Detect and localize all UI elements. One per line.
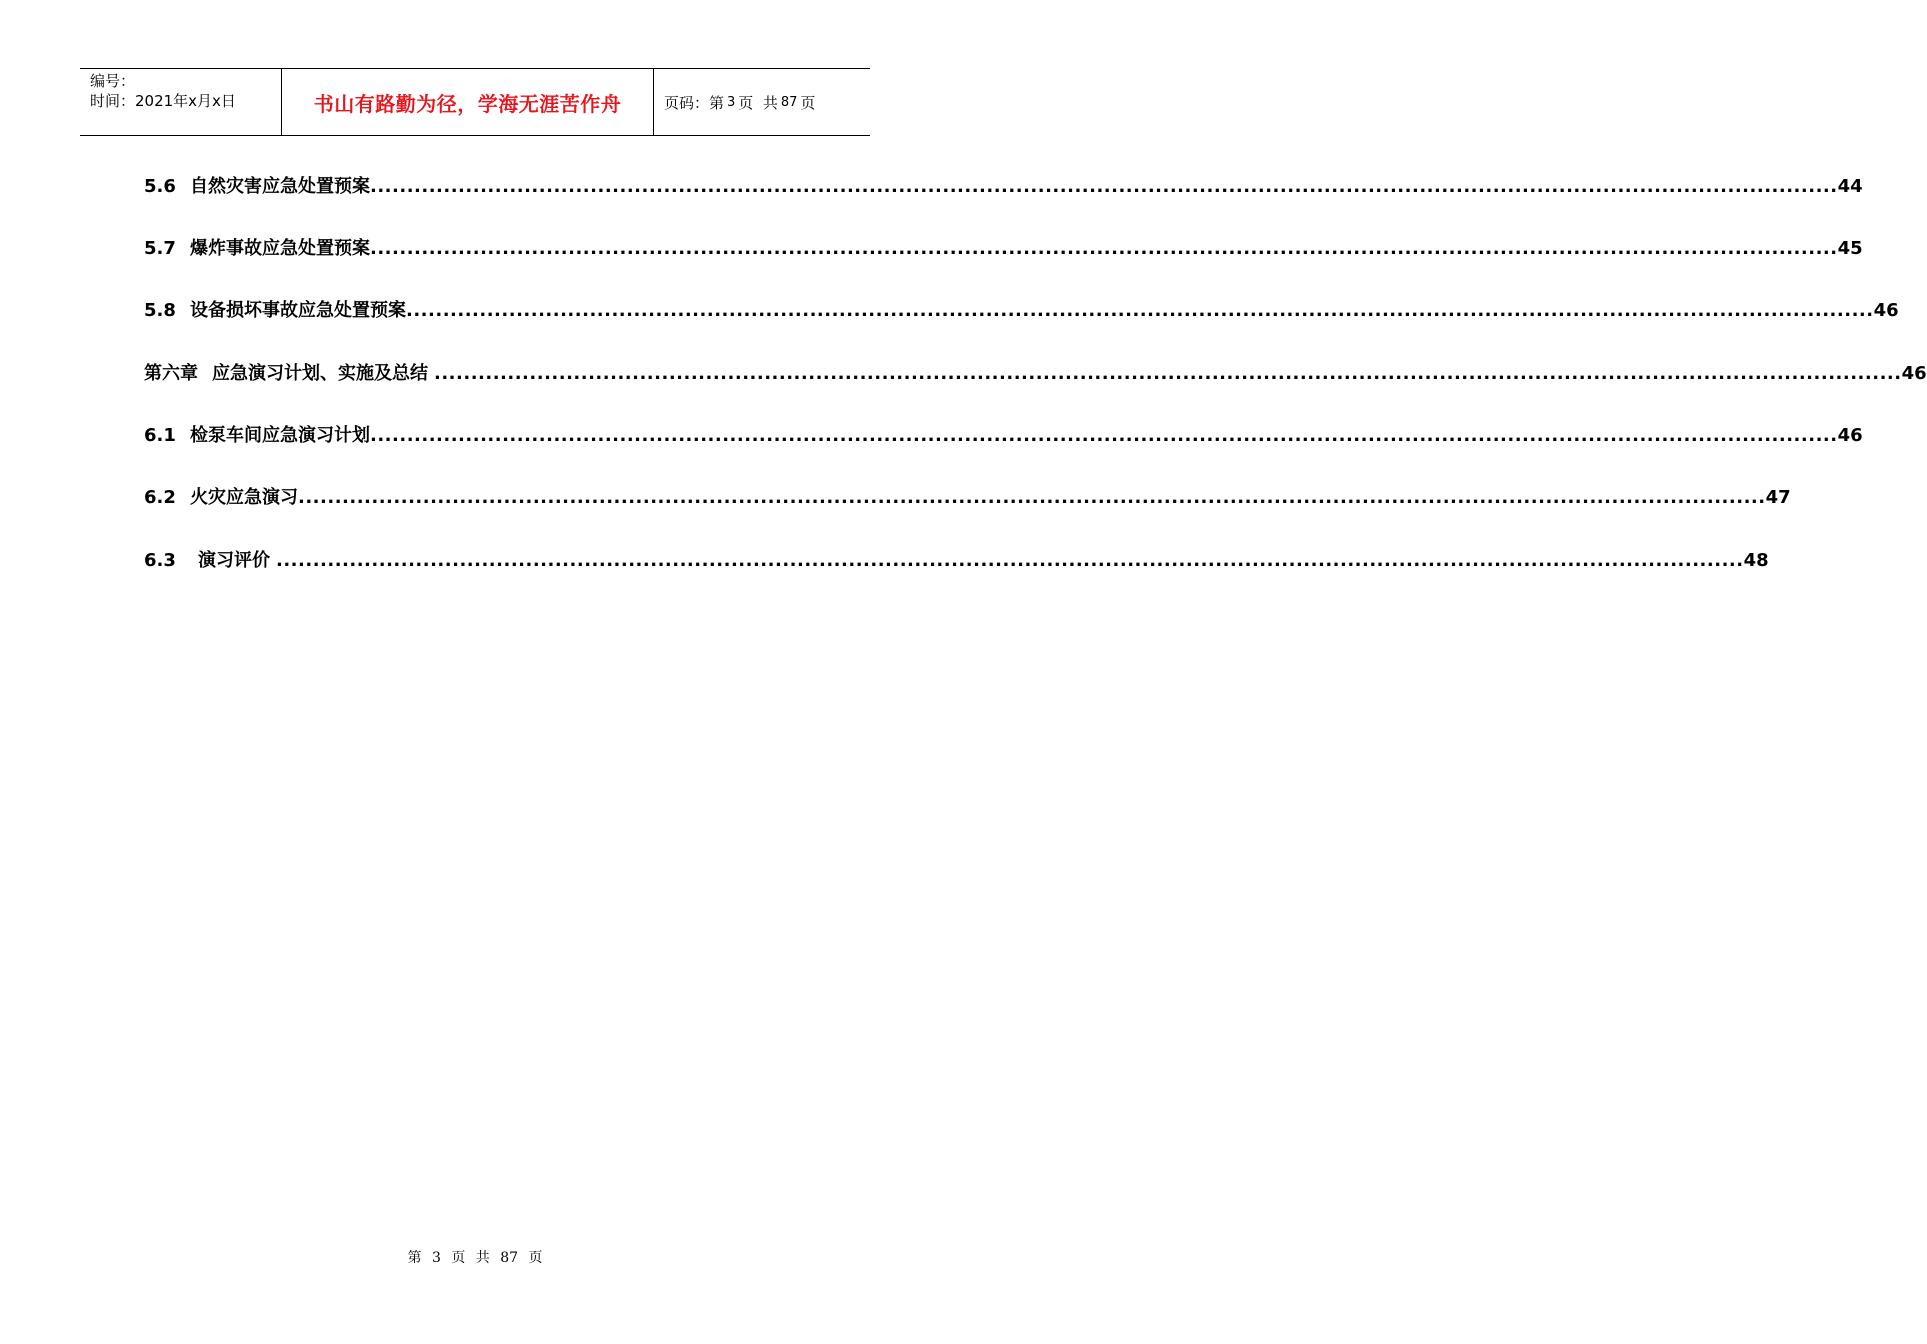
toc-entry[interactable] [144,359,1927,385]
toc-entry-number: 6.1 [144,425,176,446]
toc-entry-title: 演习评价 [198,550,270,571]
page-header [80,68,870,136]
toc-entry-page: 46 [1837,425,1863,446]
toc-entry[interactable] [144,172,1863,198]
toc-entry[interactable] [144,483,1791,509]
toc-entry-title: 应急演习计划、实施及总结 [212,363,428,384]
header-page-info [654,69,870,135]
toc-entry-number: 5.7 [144,238,176,259]
page-footer [0,1247,950,1267]
toc-leader: ........................................................................................................................................................................................................ [370,176,1838,197]
toc-entry-title: 爆炸事故应急处置预案 [190,238,370,259]
toc-entry[interactable] [144,421,1863,447]
toc-entry-title: 设备损坏事故应急处置预案 [190,300,406,321]
header-number-label: 编号： [90,72,136,90]
toc-entry-page: 45 [1837,238,1863,259]
footer-mid1: 页 [451,1250,466,1266]
header-meta [80,69,281,135]
toc-leader: ........................................................................................................................................................................................................ [434,363,1902,384]
footer-suffix: 页 [528,1250,543,1266]
toc-entry-number: 6.3 [144,550,176,571]
toc-entry-page: 46 [1873,300,1899,321]
toc-entry[interactable] [144,546,1769,572]
header-page-current: 3 [727,94,736,110]
footer-prefix: 第 [407,1250,422,1266]
toc-entry-page: 47 [1765,487,1791,508]
footer-mid2: 共 [475,1250,490,1266]
toc-leader: ........................................................................................................................................................................................................ [298,487,1766,508]
toc-entry-title: 自然灾害应急处置预案 [190,176,370,197]
toc-entry-page: 44 [1837,176,1863,197]
footer-total-pages: 87 [500,1250,519,1266]
header-page-mid: 页 共 [738,93,778,112]
toc-entry-number: 5.6 [144,176,176,197]
header-motto: 书山有路勤为径，学海无涯苦作舟 [281,69,654,135]
toc-entry-title: 火灾应急演习 [190,487,298,508]
toc-entry-page: 46 [1901,363,1927,384]
footer-current-page: 3 [431,1250,441,1266]
toc-leader: ........................................................................................................................................................................................................ [276,550,1744,571]
toc-entry[interactable] [144,234,1863,260]
header-date-label: 时间：2021年x月x日 [90,92,236,110]
header-page-prefix: 页码：第 [664,93,725,112]
toc-leader: ........................................................................................................................................................................................................ [370,425,1838,446]
toc-entry-title: 检泵车间应急演习计划 [190,425,370,446]
header-page-suffix: 页 [800,93,816,112]
toc-leader: ........................................................................................................................................................................................................ [406,300,1874,321]
toc-entry-number: 6.2 [144,487,176,508]
toc-leader: ........................................................................................................................................................................................................ [370,238,1838,259]
toc-entry[interactable] [144,296,1899,322]
toc-entry-number: 5.8 [144,300,176,321]
toc-entry-number: 第六章 [144,363,198,384]
toc-entry-page: 48 [1743,550,1769,571]
header-page-total: 87 [780,94,798,110]
